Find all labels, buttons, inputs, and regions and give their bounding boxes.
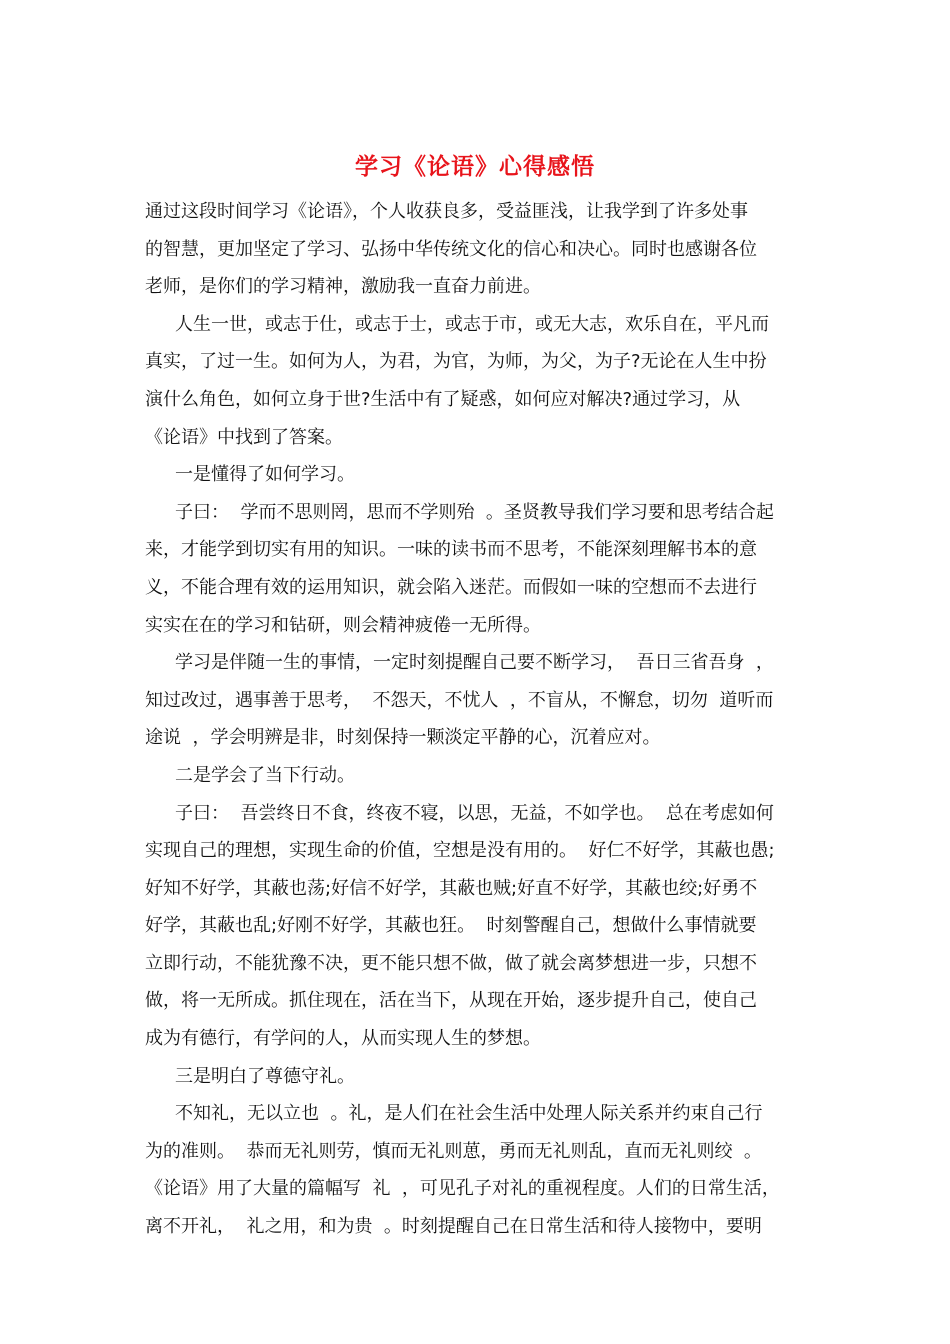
body-line: 学习是伴随一生的事情，一定时刻提醒自己要不断学习， 吾日三省吾身 ，: [175, 652, 774, 674]
body-line: 知过改过，遇事善于思考， 不怨天，不忧人 ，不盲从，不懈怠，切勿 道听而: [145, 689, 774, 711]
body-line: 子曰： 学而不思则罔，思而不学则殆 。圣贤教导我们学习要和思考结合起: [175, 501, 774, 523]
body-line: 做，将一无所成。抓住现在，活在当下，从现在开始，逐步提升自己，使自己: [145, 990, 757, 1012]
body-line: 的智慧，更加坚定了学习、弘扬中华传统文化的信心和决心。同时也感谢各位: [145, 238, 757, 260]
body-line: 不知礼，无以立也 。礼，是人们在社会生活中处理人际关系并约束自己行: [175, 1103, 763, 1125]
body-line: 途说 ，学会明辨是非，时刻保持一颗淡定平静的心，沉着应对。: [145, 727, 661, 749]
body-line: 立即行动，不能犹豫不决，更不能只想不做，做了就会离梦想进一步，只想不: [145, 952, 757, 974]
body-line: 实实在在的学习和钻研，则会精神疲倦一无所得。: [145, 614, 541, 636]
body-line: 通过这段时间学习《论语》，个人收获良多，受益匪浅，让我学到了许多处事: [145, 201, 748, 222]
body-line: 真实，了过一生。如何为人，为君，为官，为师，为父，为子?无论在人生中扮: [145, 351, 767, 373]
body-line: 二是学会了当下行动。: [175, 764, 355, 786]
body-line: 来，才能学到切实有用的知识。一味的读书而不思考，不能深刻理解书本的意: [145, 539, 757, 561]
body-line: 好知不好学，其蔽也荡;好信不好学，其蔽也贼;好直不好学，其蔽也绞;好勇不: [145, 877, 758, 899]
body-line: 实现自己的理想，实现生命的价值，空想是没有用的。 好仁不好学，其蔽也愚;: [145, 840, 775, 862]
body-line: 演什么角色，如何立身于世?生活中有了疑惑，如何应对解决?通过学习，从: [145, 388, 741, 410]
body-line: 《论语》用了大量的篇幅写 礼 ，可见孔子对礼的重视程度。人们的日常生活，: [145, 1178, 780, 1200]
body-line: 好学，其蔽也乱;好刚不好学，其蔽也狂。 时刻警醒自己，想做什么事情就要: [145, 915, 757, 937]
body-line: 为的准则。 恭而无礼则劳，慎而无礼则葸，勇而无礼则乱，直而无礼则绞 。: [145, 1140, 762, 1162]
body-line: 义，不能合理有效的运用知识，就会陷入迷茫。而假如一味的空想而不去进行: [145, 576, 757, 598]
body-line: 成为有德行，有学问的人，从而实现人生的梦想。: [145, 1028, 541, 1050]
document-body: [145, 193, 807, 1246]
body-line: 离不开礼， 礼之用，和为贵 。时刻提醒自己在日常生活和待人接物中，要明: [145, 1216, 762, 1238]
body-line: 子曰： 吾尝终日不食，终夜不寝，以思，无益，不如学也。 总在考虑如何: [175, 802, 774, 824]
body-line: 人生一世，或志于仕，或志于士，或志于市，或无大志，欢乐自在，平凡而: [175, 313, 769, 335]
body-line: 《论语》中找到了答案。: [145, 426, 343, 448]
body-line: 一是懂得了如何学习。: [175, 464, 355, 486]
document-title: 学习《论语》心得感悟: [355, 153, 595, 180]
body-line: 老师，是你们的学习精神，激励我一直奋力前进。: [145, 276, 541, 298]
body-line: 三是明白了尊德守礼。: [175, 1065, 355, 1087]
